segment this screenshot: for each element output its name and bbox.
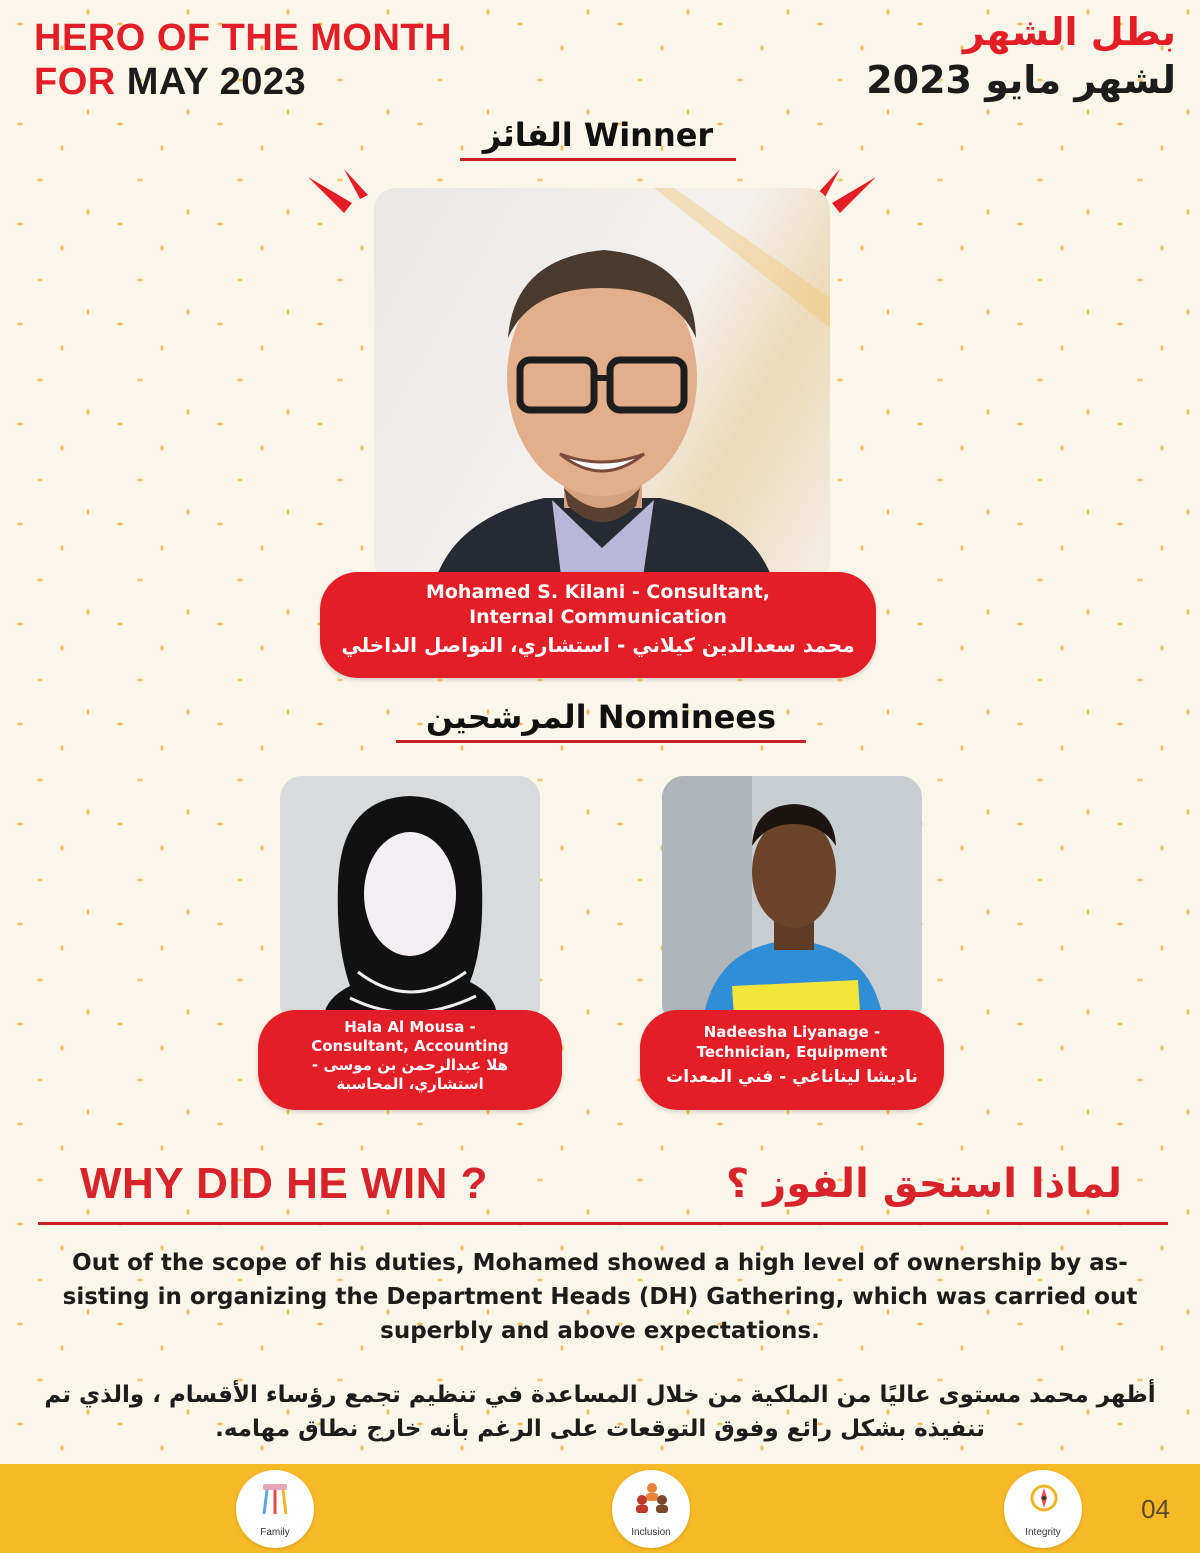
value-badge-family [236,1470,314,1548]
nominee-2-name-en-line1: Nadeesha Liyanage - [703,1023,881,1041]
nominee-2-portrait-image [662,776,922,1026]
nominee-2-photo [662,776,922,1026]
winner-name-en-line1: Mohamed S. Kilani - Consultant, [425,581,771,603]
burst-left-decoration [300,165,380,225]
nominee-2-name-ar: ناديشا ليناناغي - فني المعدات [666,1067,918,1087]
value-label-integrity: Integrity [1025,1527,1061,1538]
value-label-inclusion: Inclusion [631,1527,671,1538]
stool-icon [260,1482,290,1516]
header-en-for: FOR [34,61,116,103]
nominee-1-name-en-line2: Consultant, Accounting [311,1037,509,1055]
winner-nameplate [320,572,876,678]
compass-icon [1028,1482,1060,1516]
nominee-1-nameplate [258,1010,562,1110]
nominee-1-name-ar-line1: هلا عبدالرحمن بن موسى - [311,1056,509,1074]
nominee-2-name-en-line2: Technician, Equipment [696,1043,888,1061]
winner-portrait-image [374,188,830,584]
nominee-1-name-en-line1: Hala Al Mousa - [344,1018,476,1036]
header-title-en [34,16,452,104]
value-label-family: Family [260,1527,290,1538]
hijab-silhouette-icon [280,776,540,1026]
value-badge-integrity [1004,1470,1082,1548]
header-title-ar [866,8,1176,104]
why-title-en: WHY DID HE WIN ? [80,1159,489,1208]
winner-title: الفائز Winner [460,112,736,161]
why-title-ar: لماذا استحق الفوز ؟ [726,1161,1122,1207]
why-divider [38,1222,1168,1225]
nominee-1-name-ar-line2: استشاري، المحاسبة [336,1075,484,1093]
winner-name-en-line2: Internal Communication [469,606,727,628]
winner-name-ar: محمد سعدالدين كيلاني - استشاري، التواصل الداخلي [341,633,855,657]
nominee-1-photo [280,776,540,1026]
header-ar-line1: بطل الشهر [962,10,1176,54]
nominees-title: المرشحين Nominees [396,694,806,743]
nominee-2-nameplate [640,1010,944,1110]
value-badge-inclusion [612,1470,690,1548]
winner-photo [374,188,830,584]
header-en-line1: HERO OF THE MONTH [34,17,453,59]
header-en-month: MAY 2023 [126,61,307,103]
header-ar-line2: لشهر مايو 2023 [866,58,1176,102]
why-body-en: Out of the scope of his duties, Mohamed showed a high level of ownership by as-sisting in organizing the Department Heads (DH) Gathering, which was carried out superbly and above expectations. [62,1250,1138,1344]
page-number: 04 [1141,1494,1170,1524]
people-group-icon [636,1482,668,1516]
why-body-ar: أظهر محمد مستوى عاليًا من الملكية من خلال المساعدة في تنظيم تجمع رؤساء الأقسام ، والذي تم تنفيذه بشكل رائع وفوق التوقعات على الرغم بأنه خارج نطاق مهامه. [44,1382,1156,1442]
